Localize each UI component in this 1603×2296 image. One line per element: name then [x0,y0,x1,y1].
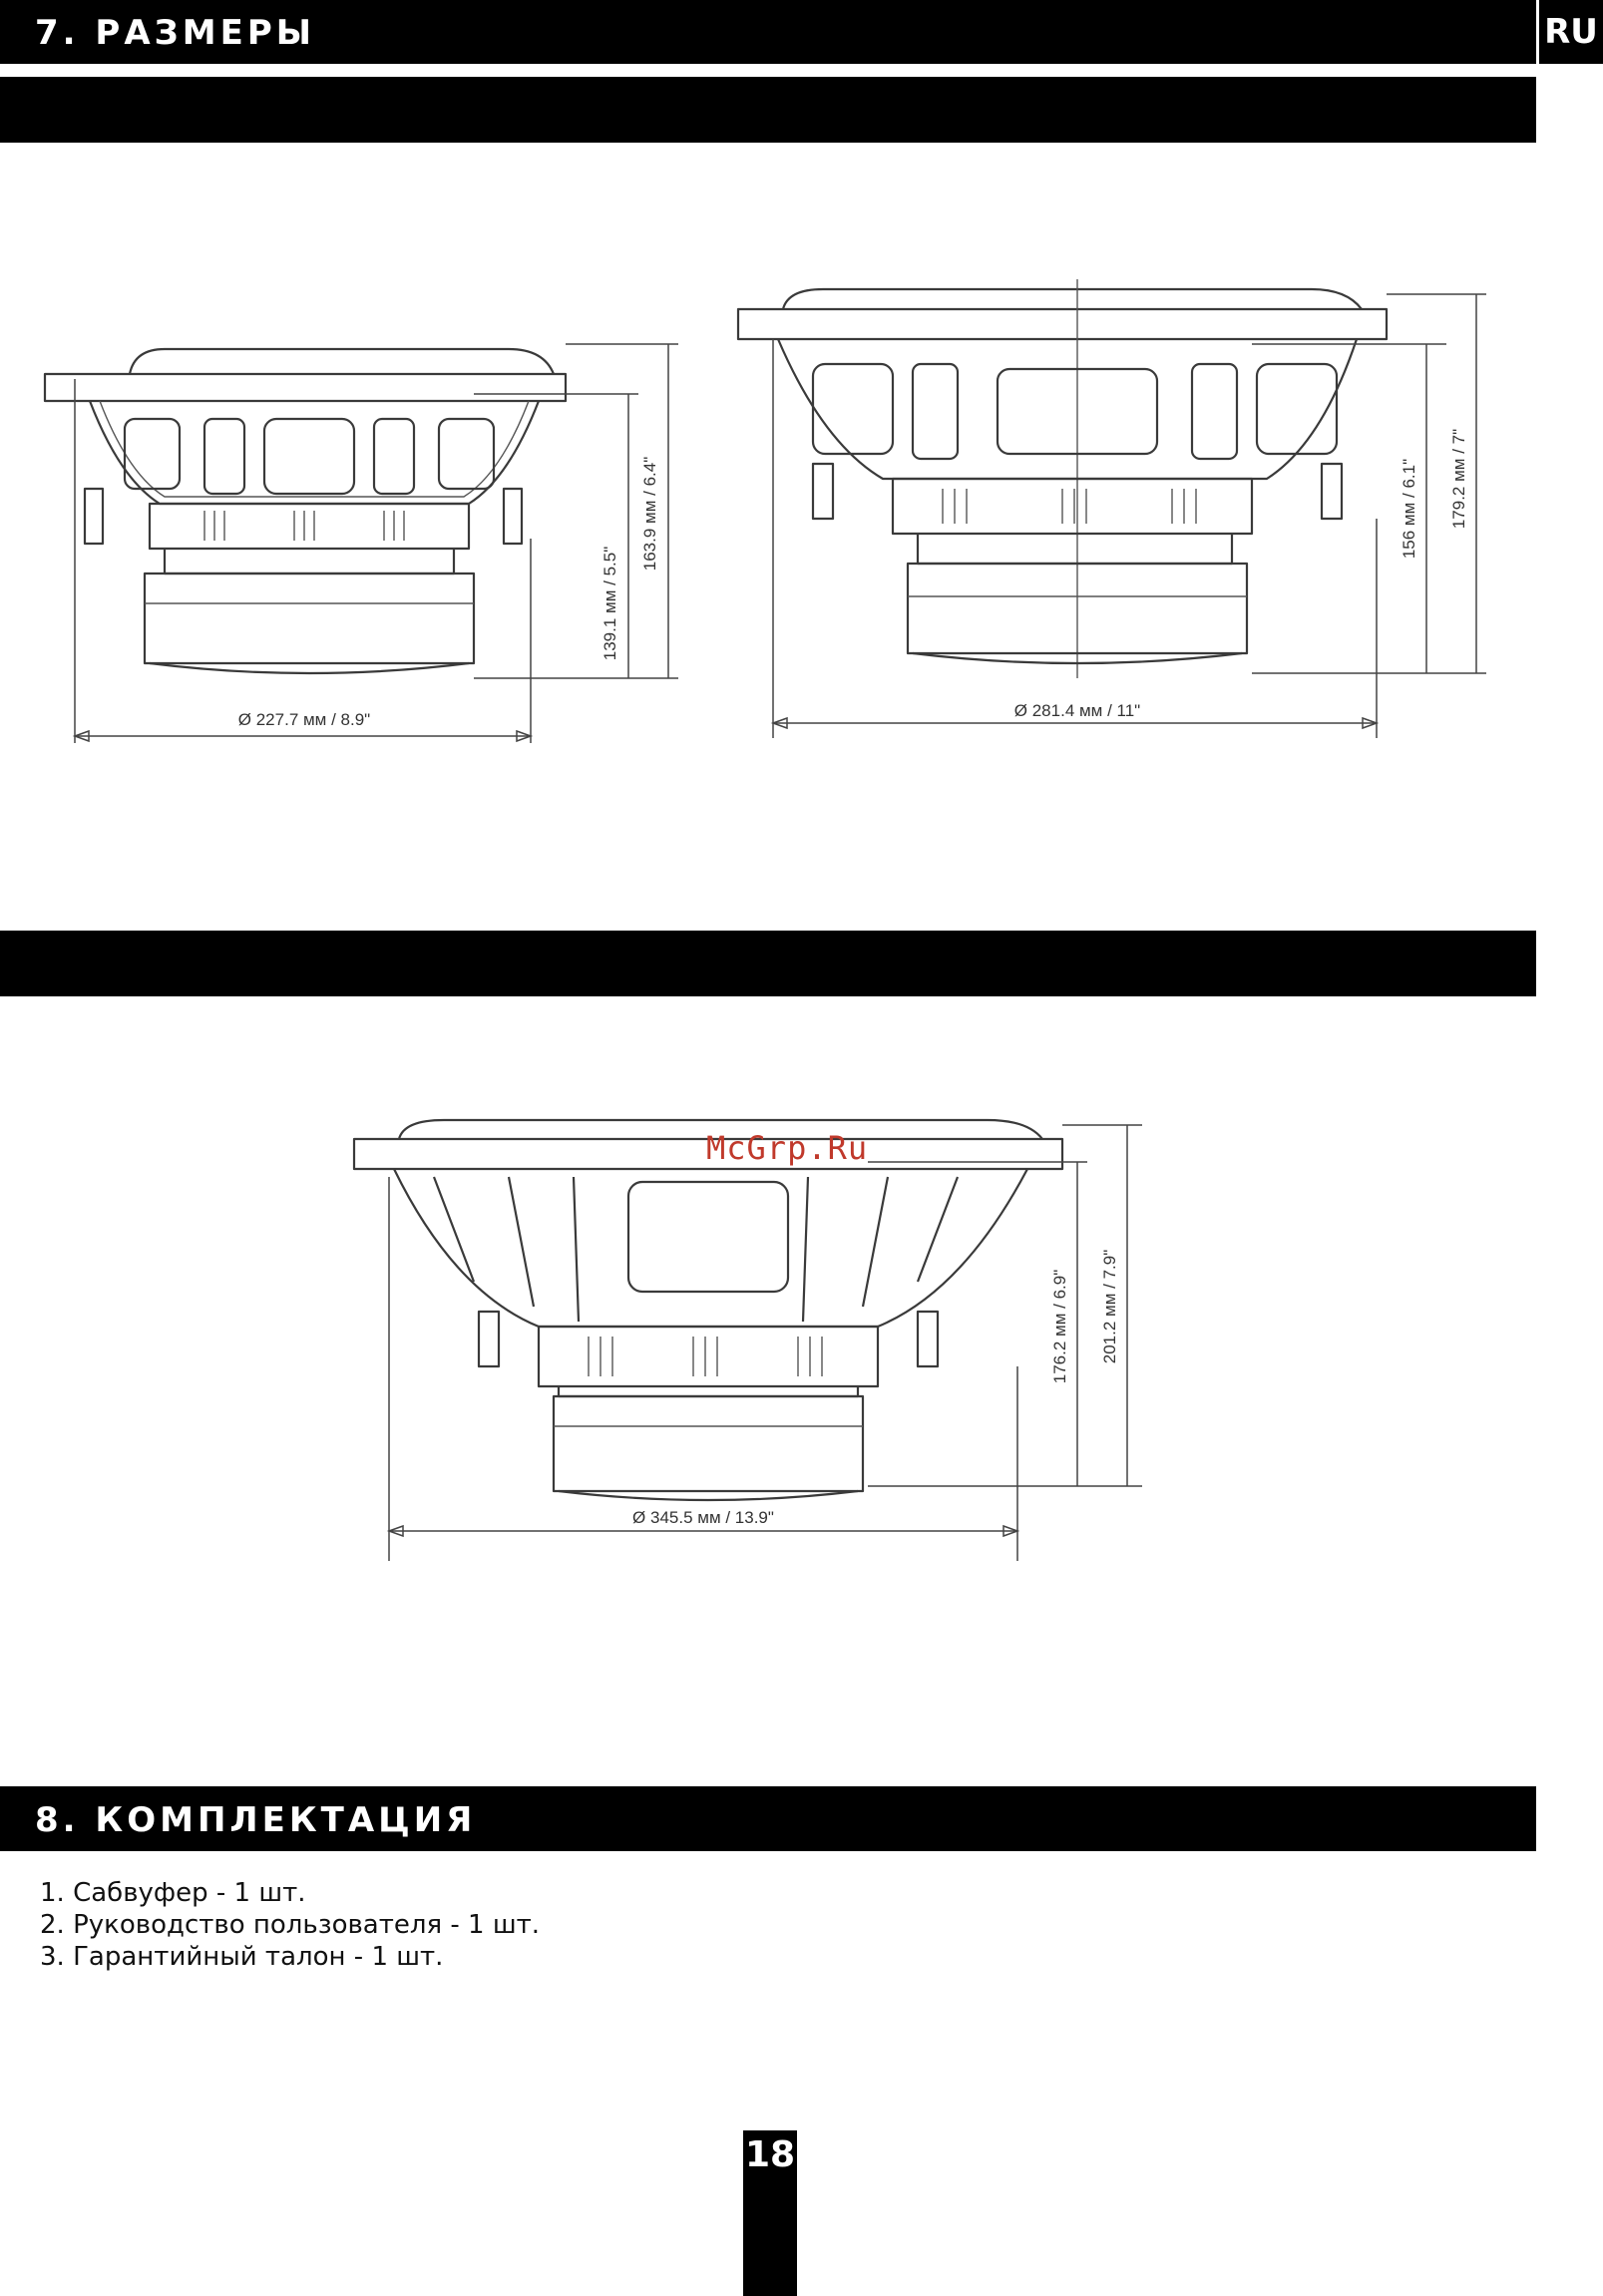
speaker-1-depth-full: 163.9 мм / 6.4" [640,456,659,572]
speaker-1-dimensions [75,344,678,743]
language-badge: RU [1539,0,1603,64]
speaker-3-depth-short: 176.2 мм / 6.9" [1050,1269,1069,1384]
kit-list [40,1877,540,1973]
speaker-1-drawing [40,279,698,748]
speaker-2-depth-short: 156 мм / 6.1" [1400,458,1418,560]
speaker-1-outline [45,349,566,673]
watermark: McGrp.Ru [706,1129,869,1167]
divider-bar-1 [0,77,1536,143]
speaker-3-diameter: Ø 345.5 мм / 13.9" [632,1508,774,1527]
speaker-2-dimensions [773,294,1486,738]
kit-item: 3. Гарантийный талон - 1 шт. [40,1942,444,1972]
speaker-1-diameter: Ø 227.7 мм / 8.9" [237,710,371,729]
speaker-2-outline [738,279,1387,678]
divider-bar-2 [0,931,1536,996]
speaker-2-drawing [733,279,1491,748]
speaker-3-depth-full: 201.2 мм / 7.9" [1100,1249,1119,1364]
speaker-1-depth-short: 139.1 мм / 5.5" [601,546,619,661]
speaker-3-dimensions [389,1125,1142,1561]
kit-item: 2. Руководство пользователя - 1 шт. [40,1910,541,1940]
section-8-title: 8. КОМПЛЕКТАЦИЯ [35,1800,477,1840]
speaker-3-outline [354,1120,1062,1500]
page-number: 18 [744,2134,796,2175]
kit-item: 1. Сабвуфер - 1 шт. [40,1878,306,1908]
speaker-3-drawing [349,1117,1147,1566]
speaker-2-depth-full: 179.2 мм / 7" [1449,428,1468,530]
speaker-2-diameter: Ø 281.4 мм / 11" [1013,701,1141,720]
section-7-title: 7. РАЗМЕРЫ [35,13,316,53]
